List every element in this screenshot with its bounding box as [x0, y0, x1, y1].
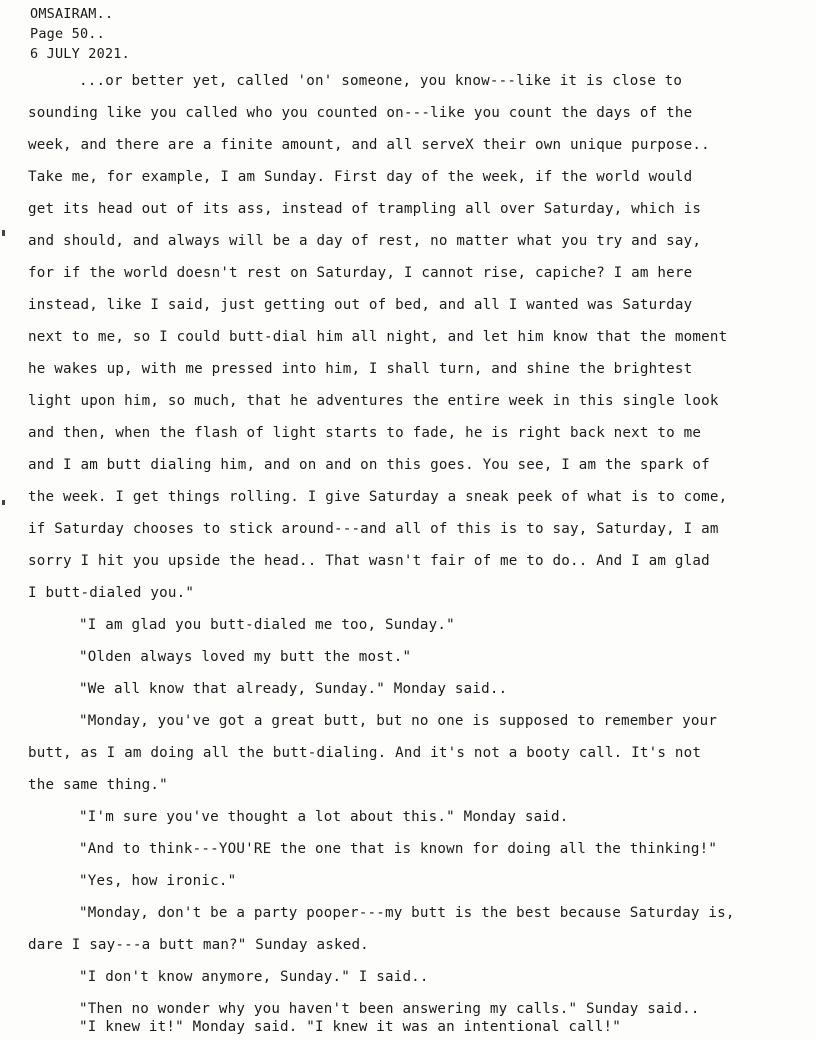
text-line: light upon him, so much, that he adventures the entire week in this single look	[28, 393, 719, 409]
text-line: and then, when the flash of light starts to fade, he is right back next to me	[28, 425, 702, 441]
text-line: dare I say---a butt man?" Sunday asked.	[28, 937, 369, 953]
text-line: if Saturday chooses to stick around---and all of this is to say, Saturday, I am	[28, 521, 719, 537]
text-line: "Olden always loved my butt the most."	[79, 649, 412, 665]
text-line: "I am glad you butt-dialed me too, Sunday."	[79, 617, 455, 633]
text-line: and I am butt dialing him, and on and on this goes. You see, I am the spark of	[28, 457, 710, 473]
text-line: sorry I hit you upside the head.. That wasn't fair of me to do.. And I am glad	[28, 553, 710, 569]
text-line: "I knew it!" Monday said. "I knew it was an intentional call!"	[79, 1019, 621, 1035]
text-line: "Monday, you've got a great butt, but no one is supposed to remember your	[79, 713, 718, 729]
text-line: butt, as I am doing all the butt-dialing. And it's not a booty call. It's not	[28, 745, 702, 761]
text-line: sounding like you called who you counted on---like you count the days of the	[28, 105, 693, 121]
text-line: "We all know that already, Sunday." Monday said..	[79, 681, 508, 697]
text-line: "Then no wonder why you haven't been answering my calls." Sunday said..	[79, 1001, 700, 1017]
text-line: instead, like I said, just getting out of bed, and all I wanted was Saturday	[28, 297, 693, 313]
header-line-2: Page 50..	[30, 26, 105, 42]
text-line: ...or better yet, called 'on' someone, you know---like it is close to	[79, 73, 683, 89]
text-line: he wakes up, with me pressed into him, I shall turn, and shine the brightest	[28, 361, 693, 377]
text-line: "I don't know anymore, Sunday." I said..	[79, 969, 429, 985]
text-line: the week. I get things rolling. I give Saturday a sneak peek of what is to come,	[28, 489, 728, 505]
text-line: get its head out of its ass, instead of trampling all over Saturday, which is	[28, 201, 702, 217]
text-line: Take me, for example, I am Sunday. First day of the week, if the world would	[28, 169, 693, 185]
text-line: next to me, so I could butt-dial him all night, and let him know that the moment	[28, 329, 728, 345]
page-header	[30, 4, 130, 64]
text-line: week, and there are a finite amount, and all serveX their own unique purpose..	[28, 137, 710, 153]
text-line: the same thing."	[28, 777, 168, 793]
header-line-1: OMSAIRAM..	[30, 6, 114, 22]
margin-mark	[2, 230, 5, 236]
text-line: "Monday, don't be a party pooper---my butt is the best because Saturday is,	[79, 905, 735, 921]
text-line: for if the world doesn't rest on Saturday, I cannot rise, capiche? I am here	[28, 265, 693, 281]
text-line: and should, and always will be a day of rest, no matter what you try and say,	[28, 233, 702, 249]
text-line: "I'm sure you've thought a lot about this." Monday said.	[79, 809, 569, 825]
margin-mark	[2, 500, 5, 505]
text-line: "Yes, how ironic."	[79, 873, 237, 889]
header-line-3: 6 JULY 2021.	[30, 46, 130, 62]
text-line: I butt-dialed you."	[28, 585, 195, 601]
text-line: "And to think---YOU'RE the one that is known for doing all the thinking!"	[79, 841, 718, 857]
